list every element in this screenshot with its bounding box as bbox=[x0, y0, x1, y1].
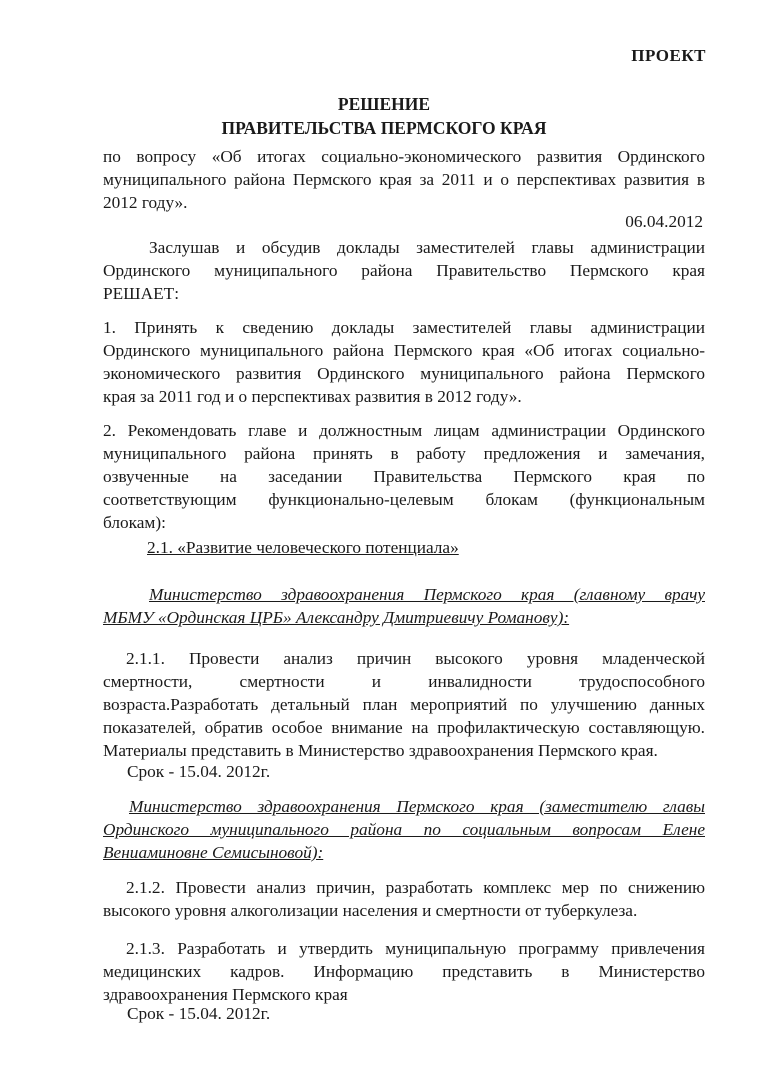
deadline-2-1-3: Срок - 15.04. 2012г. bbox=[127, 1004, 271, 1023]
preamble-line: РЕШАЕТ: bbox=[103, 284, 179, 303]
item-2-1-2-paragraph bbox=[103, 876, 705, 922]
item-2-1-2-line: 2.1.2. Провести анализ причин, разработать комплекс мер по снижению bbox=[126, 878, 705, 897]
item-2-1-2-line: высокого уровня алкоголизации населения и смертности от туберкулеза. bbox=[103, 901, 638, 920]
subject-line: муниципального района Пермского края за 2011 и о перспективах развития в bbox=[103, 170, 705, 189]
ministry-2-line: Министерство здравоохранения Пермского края (заместителю главы bbox=[129, 797, 705, 816]
subject-line: по вопросу «Об итогах социально-экономического развития Ординского bbox=[103, 147, 705, 166]
preamble-paragraph bbox=[103, 236, 705, 305]
item-1-line: Ординского муниципального района Пермского края «Об итогах социально- bbox=[103, 341, 705, 360]
document-title: РЕШЕНИЕ bbox=[337, 94, 431, 114]
ministry-2-line: Вениаминовне Семисыновой): bbox=[103, 843, 324, 862]
item-2-line: соответствующим функционально-целевым блокам (функциональным bbox=[103, 490, 705, 509]
item-2-line: блокам): bbox=[103, 513, 166, 532]
subject-line: 2012 году». bbox=[103, 193, 188, 212]
section-2-1-heading: 2.1. «Развитие человеческого потенциала» bbox=[147, 538, 459, 557]
item-2-1-1-line: возраста.Разработать детальный план мероприятий по улучшению данных bbox=[103, 695, 705, 714]
item-2-1-3-line: медицинских кадров. Информацию представить в Министерство bbox=[103, 962, 705, 981]
item-2-1-3-line: здравоохранения Пермского края bbox=[103, 985, 348, 1004]
item-2-line: озвученные на заседании Правительства Пермского края по bbox=[103, 467, 705, 486]
subject-paragraph bbox=[103, 145, 705, 214]
item-2-1-1-line: Материалы представить в Министерство здравоохранения Пермского края. bbox=[103, 741, 658, 760]
document-title-authority: ПРАВИТЕЛЬСТВА ПЕРМСКОГО КРАЯ bbox=[221, 118, 547, 138]
item-1-line: экономического развития Ординского муниципального района Пермского bbox=[103, 364, 705, 383]
preamble-line: Заслушав и обсудив доклады заместителей главы администрации bbox=[149, 238, 705, 257]
draft-stamp: ПРОЕКТ bbox=[631, 46, 706, 65]
item-2-1-1-line: показателей, обратив особое внимание на профилактическую составляющую. bbox=[103, 718, 705, 737]
preamble-line: Ординского муниципального района Правительство Пермского края bbox=[103, 261, 705, 280]
ministry-1-heading bbox=[103, 583, 705, 629]
item-1-paragraph bbox=[103, 316, 705, 408]
ministry-1-line: Министерство здравоохранения Пермского края (главному врачу bbox=[149, 585, 705, 604]
ministry-2-line: Ординского муниципального района по социальным вопросам Елене bbox=[103, 820, 705, 839]
item-2-line: муниципального района принять в работу предложения и замечания, bbox=[103, 444, 705, 463]
item-2-1-1-paragraph bbox=[103, 647, 705, 762]
deadline-2-1-1: Срок - 15.04. 2012г. bbox=[127, 762, 271, 781]
document-date: 06.04.2012 bbox=[625, 212, 703, 231]
ministry-2-heading bbox=[103, 795, 705, 864]
item-1-line: 1. Принять к сведению доклады заместителей главы администрации bbox=[103, 318, 705, 337]
item-2-1-3-line: 2.1.3. Разработать и утвердить муниципальную программу привлечения bbox=[126, 939, 705, 958]
item-2-line: 2. Рекомендовать главе и должностным лицам администрации Ординского bbox=[103, 421, 705, 440]
item-2-paragraph bbox=[103, 419, 705, 534]
item-2-1-3-paragraph bbox=[103, 937, 705, 1006]
ministry-1-line: МБМУ «Ординская ЦРБ» Александру Дмитриевичу Романову): bbox=[103, 608, 570, 627]
item-2-1-1-line: смертности, смертности и инвалидности трудоспособного bbox=[103, 672, 705, 691]
item-1-line: края за 2011 год и о перспективах развития в 2012 году». bbox=[103, 387, 522, 406]
item-2-1-1-line: 2.1.1. Провести анализ причин высокого уровня младенческой bbox=[126, 649, 705, 668]
